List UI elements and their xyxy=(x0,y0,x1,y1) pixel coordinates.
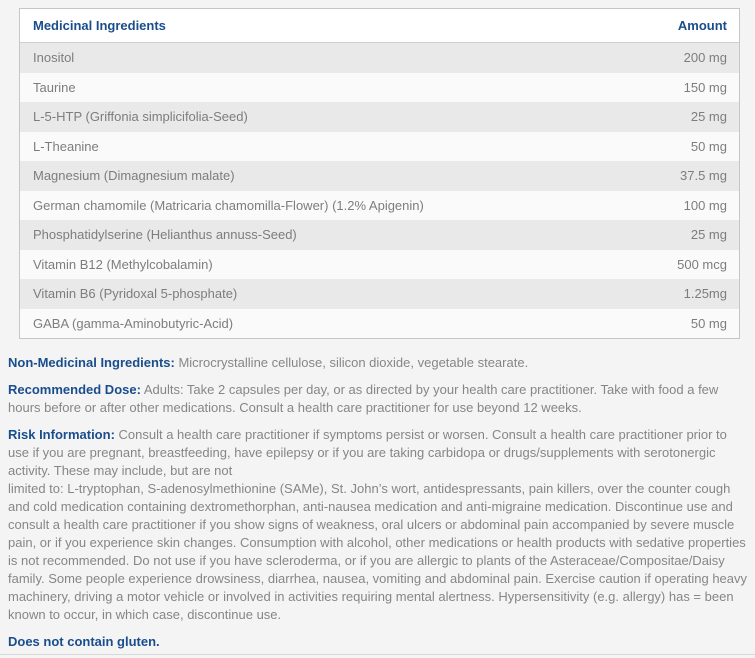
medicinal-ingredients-table xyxy=(19,8,740,339)
column-header-amount: Amount xyxy=(677,18,727,33)
ingredient-name: Vitamin B12 (Methylcobalamin) xyxy=(33,256,213,272)
table-row xyxy=(20,102,739,132)
info-sections xyxy=(8,354,747,651)
ingredient-amount: 25 mg xyxy=(690,109,727,125)
non-medicinal-label: Non-Medicinal Ingredients: xyxy=(8,355,175,370)
table-row xyxy=(20,309,739,339)
table-row xyxy=(20,73,739,103)
table-row xyxy=(20,279,739,309)
ingredient-name: Taurine xyxy=(33,79,76,95)
risk-information-text-part1: Consult a health care practitioner if symptoms persist or worsen. Consult a health care practitioner prior to use if you are pregnant, breastfeeding, have epilepsy or if you are taking carbidopa or drugs/supplements with serotonergic activity. These may include, but are not xyxy=(8,427,727,478)
ingredient-name: Inositol xyxy=(33,50,75,66)
ingredient-name: German chamomile (Matricaria chamomilla-Flower) (1.2% Apigenin) xyxy=(33,197,424,213)
table-row xyxy=(20,191,739,221)
ingredient-name: GABA (gamma-Aminobutyric-Acid) xyxy=(33,315,234,331)
ingredient-amount: 150 mg xyxy=(683,79,727,95)
ingredient-amount: 50 mg xyxy=(690,138,727,154)
ingredient-name: Magnesium (Dimagnesium malate) xyxy=(33,168,235,184)
table-row xyxy=(20,161,739,191)
recommended-dose-label: Recommended Dose: xyxy=(8,382,141,397)
table-row xyxy=(20,43,739,73)
ingredient-name: L-Theanine xyxy=(33,138,99,154)
column-header-ingredients: Medicinal Ingredients xyxy=(33,18,166,33)
risk-information-text-part2: limited to: L-tryptophan, S-adenosylmethionine (SAMe), St. John’s wort, antidespressants, pain killers, over the counter cough and cold medication containing dextromethorphan, anti-nausea medication and anti-migraine medication. Discontinue use and consult a health care practitioner if you show signs of weakness, oral ulcers or abdominal pain accompanied by severe muscle pain, or if you experience skin changes. Consumption with alcohol, other medications or health products with sedative properties is not recommended. Do not use if you have scleroderma, or if you are allergic to plants of the Asteraceae/Compositae/Daisy family. Some people experience drowsiness, diarrhea, nausea, vomiting and abdominal pain. Exercise caution if operating heavy machinery, driving a motor vehicle or involved in activities requiring mental alertness. Hypersensitivity (e.g. allergy) has = been known to occur, in which case, discontinue use. xyxy=(8,481,748,622)
risk-information-paragraph xyxy=(8,426,747,624)
table-row xyxy=(20,220,739,250)
table-row xyxy=(20,250,739,280)
table-body xyxy=(20,43,739,338)
recommended-dose-text: Adults: Take 2 capsules per day, or as directed by your health care practitioner. Take with food a few hours before or after other medications. Consult a health care practitioner for use beyond 12 weeks. xyxy=(8,382,719,415)
non-medicinal-text: Microcrystalline cellulose, silicon dioxide, vegetable stearate. xyxy=(174,355,529,370)
ingredient-amount: 25 mg xyxy=(690,227,727,243)
ingredient-amount: 50 mg xyxy=(690,315,727,331)
ingredient-amount: 100 mg xyxy=(683,197,727,213)
risk-information-label: Risk Information: xyxy=(8,427,115,442)
ingredient-name: Phosphatidylserine (Helianthus annuss-Seed) xyxy=(33,227,297,243)
ingredient-amount: 200 mg xyxy=(683,50,727,66)
table-header-row xyxy=(20,9,739,43)
bottom-divider xyxy=(0,654,755,655)
gluten-statement: Does not contain gluten. xyxy=(8,634,160,649)
table-row xyxy=(20,132,739,162)
ingredient-amount: 1.25mg xyxy=(683,286,727,302)
recommended-dose-paragraph xyxy=(8,381,747,417)
non-medicinal-ingredients-paragraph xyxy=(8,354,747,372)
ingredient-amount: 37.5 mg xyxy=(680,168,727,184)
ingredient-name: Vitamin B6 (Pyridoxal 5-phosphate) xyxy=(33,286,238,302)
ingredient-amount: 500 mcg xyxy=(677,256,727,272)
ingredient-name: L-5-HTP (Griffonia simplicifolia-Seed) xyxy=(33,109,248,125)
